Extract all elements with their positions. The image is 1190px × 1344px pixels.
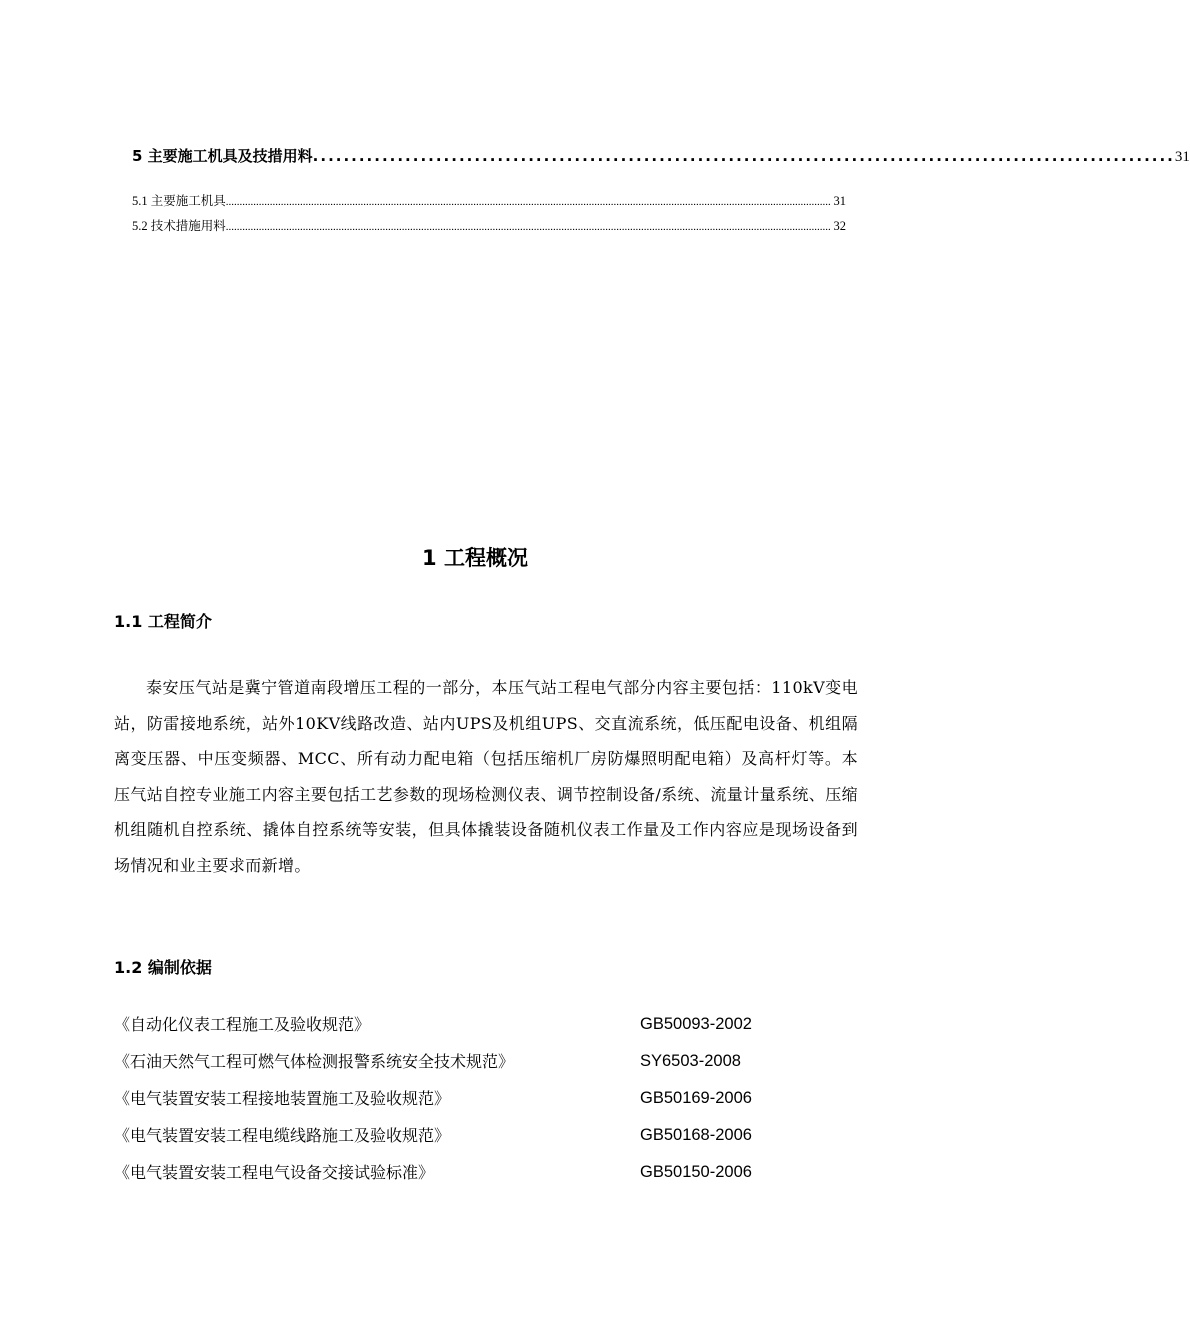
section-title-1-1: 1.1 工程简介 <box>114 612 212 631</box>
toc-leader-dots: ............................................................................................................................................................................................................................ <box>225 221 831 233</box>
toc-page-number: 31 <box>833 194 846 208</box>
reference-item <box>114 1086 834 1123</box>
reference-item <box>114 1160 834 1197</box>
toc-entry-label: 5.2 技术措施用料 <box>132 219 226 233</box>
toc-leader-dots: ................................................................................................................ <box>312 147 1175 165</box>
reference-name: 《电气装置安装工程电气设备交接试验标准》 <box>114 1163 435 1182</box>
reference-name: 《电气装置安装工程接地装置施工及验收规范》 <box>114 1089 451 1108</box>
toc-page-number: 32 <box>833 219 846 233</box>
chapter-title: 1 工程概况 <box>422 546 528 570</box>
reference-item <box>114 1012 834 1049</box>
section-title-1-2: 1.2 编制依据 <box>114 958 212 977</box>
toc-entry-5-2[interactable] <box>132 216 846 234</box>
reference-code: SY6503-2008 <box>640 1052 741 1070</box>
reference-item <box>114 1123 834 1160</box>
body-paragraph: 泰安压气站是冀宁管道南段增压工程的一部分，本压气站工程电气部分内容主要包括：110kV变电站，防雷接地系统，站外10KV线路改造、站内UPS及机组UPS、交直流系统，低压配电设备、机组隔离变压器、中压变频器、MCC、所有动力配电箱（包括压缩机厂房防爆照明配电箱）及高杆灯等。本压气站自控专业施工内容主要包括工艺参数的现场检测仪表、调节控制设备/系统、流量计量系统、压缩机组随机自控系统、撬体自控系统等安装，但具体撬装设备随机仪表工作量及工作内容应是现场设备到场情况和业主要求而新增。 <box>114 678 858 875</box>
reference-name: 《电气装置安装工程电缆线路施工及验收规范》 <box>114 1126 451 1145</box>
toc-entry-label: 5 主要施工机具及技措用料 <box>132 147 313 165</box>
reference-name: 《石油天然气工程可燃气体检测报警系统安全技术规范》 <box>114 1052 515 1071</box>
reference-list <box>114 1012 834 1197</box>
reference-code: GB50169-2006 <box>640 1089 752 1107</box>
reference-item <box>114 1049 834 1086</box>
toc-entry-5-1[interactable] <box>132 191 846 209</box>
toc-page-number: 31 <box>1174 149 1190 165</box>
reference-code: GB50168-2006 <box>640 1126 752 1144</box>
toc-leader-dots: ............................................................................................................................................................................................................................ <box>225 196 831 208</box>
toc-entry-label: 5.1 主要施工机具 <box>132 194 226 208</box>
reference-code: GB50150-2006 <box>640 1163 752 1181</box>
reference-name: 《自动化仪表工程施工及验收规范》 <box>114 1015 371 1034</box>
reference-code: GB50093-2002 <box>640 1015 752 1033</box>
toc-entry-chapter-5[interactable] <box>132 145 1190 166</box>
